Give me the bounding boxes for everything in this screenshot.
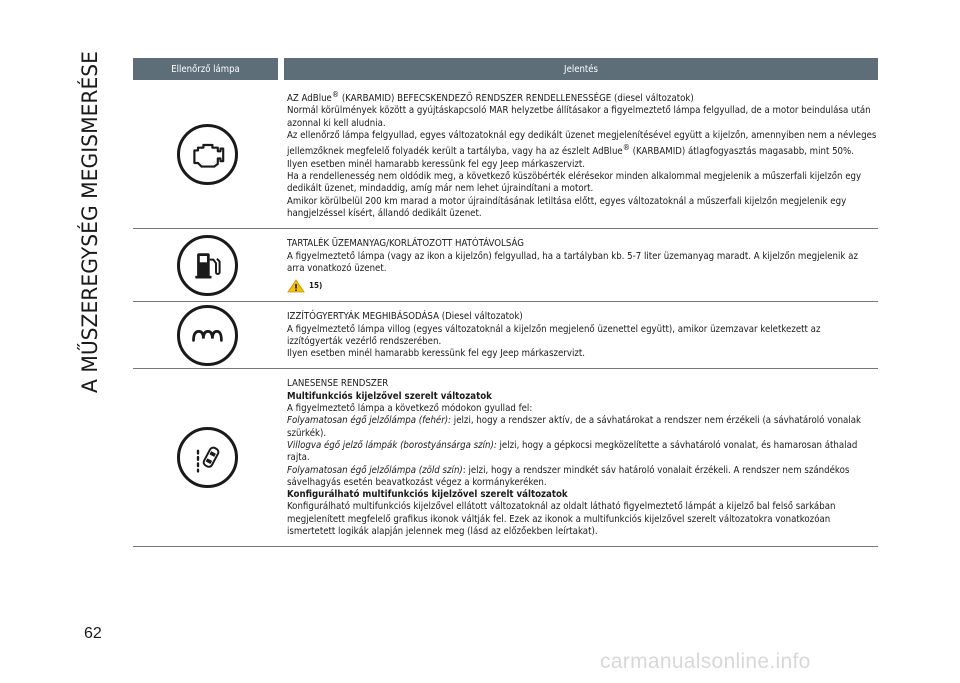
subheading: Multifunkciós kijelzővel szerelt változatok [287,390,492,402]
icon-cell [133,369,281,547]
icon-cell [133,302,281,369]
header-lamp: Ellenőrző lámpa [133,58,281,80]
paragraph: Ha a rendellenesség nem oldódik meg, a következő küszöbérték elérésekor minden alkalommal megjelenik a műszerfali kijelzőn egy dedikált üzenet, mindaddig, amíg már nem lehet újraindítani a motort. [287,171,862,195]
paragraph: A figyelmeztető lámpa a következő módokon gyullad fel: [287,403,533,415]
watermark: carmanualsonline.info [600,650,811,673]
warning-lamp-table [133,58,878,547]
meaning-cell [281,80,878,229]
glow-plug-icon [177,305,238,366]
paragraph: Konfigurálható multifunkciós kijelzővel ellátott változatoknál az oldalt látható figyelmeztető lámpát a kijelző bal felső sarkában megjelenített megfelelő grafikus ikonok váltják fel. Ezek az ikonok a multifunkciós kijelzővel szerelt változatokra vonatkozóan ismertetett logikák alapján jelennek meg (lásd az előzőekben leírtakat). [287,501,836,537]
row-title: TARTALÉK ÜZEMANYAG/KORLÁTOZOTT HATÓTÁVOLSÁG [287,238,524,250]
meaning-cell [281,302,878,369]
table-row [133,229,878,302]
section-title-text: A MŰSZEREGYSÉG MEGISMERÉSE [78,50,103,393]
section-title [66,50,106,395]
engine-icon [177,124,238,185]
paragraph: Amikor körülbelül 200 km marad a motor újraindításának letiltása előtt, egyes változatoknál a műszerfali kijelzőn megjelenik egy hangjelzéssel kísért, állandó dedikált üzenet. [287,195,847,220]
meaning-cell [281,369,878,547]
row-title: LANESENSE RENDSZER [287,378,389,390]
table-row [133,80,878,229]
warning-triangle-icon [287,279,305,293]
row-title: IZZÍTÓGYERTYÁK MEGHIBÁSODÁSA (Diesel változatok) [287,311,523,323]
paragraph: Normál körülmények között a gyújtáskapcsoló MAR helyzetbe állításakor a figyelmeztető lámpa felgyullad, de a motor beindulása után azonnal ki kell aludnia. [287,105,871,129]
paragraph: Az ellenőrző lámpa felgyullad, egyes változatoknál egy dedikált üzenet megjelenítésével együtt a kijelzőn, amennyiben nem a névleges jellemzőknek megfelelő folyadék került a tartályba, vagy ha az észlelt AdBlue® (KARBAMID) átlagfogyasztás magasabb, mint 50%. [287,130,877,158]
paragraph: Villogva égő jelző lámpák (borostyánsárga szín): jelzi, hogy a gépkocsi megközelítette a sávhatároló vonalat, és hamarosan áthalad rajta. [287,439,858,464]
icon-cell [133,229,281,302]
lanesense-icon [177,427,238,488]
header-meaning: Jelentés [281,58,878,80]
fuel-pump-icon [177,235,238,296]
meaning-cell [281,229,878,302]
row-title: AZ AdBlue® (KARBAMID) BEFECSKENDEZŐ RENDSZER RENDELLENESSÉGE (diesel változatok) [287,90,694,105]
page-number: 62 [84,625,102,642]
paragraph: Folyamatosan égő jelzőlámpa (fehér): jelzi, hogy a rendszer aktív, de a sávhatárokat a rendszer nem érzékeli (a sávhatároló vonalak szürkék). [287,415,862,439]
paragraph: Folyamatosan égő jelzőlámpa (zöld szín): jelzi, hogy a rendszer mindkét sáv határoló vonalait érzékeli. A rendszer nem szándékos sávelhagyás esetén beavatkozást végez a kormánykeréken. [287,464,850,488]
table-row [133,302,878,369]
subheading: Konfigurálható multifunkciós kijelzővel szerelt változatok [287,489,568,501]
paragraph: Ilyen esetben minél hamarabb keressünk fel egy Jeep márkaszervizt. [287,158,586,170]
warning-ref-number: 15) [309,281,323,291]
paragraph: Ilyen esetben minél hamarabb keressünk fel egy Jeep márkaszervizt. [287,348,586,360]
icon-cell [133,80,281,229]
paragraph: A figyelmeztető lámpa villog (egyes változatoknál a kijelzőn megjelenő üzenettel együtt), amikor üzemzavar keletkezett az izzítógyerták vezérlő rendszerében. [287,323,821,347]
warning-reference [287,279,878,293]
table-row [133,369,878,547]
paragraph: A figyelmeztető lámpa (vagy az ikon a kijelzőn) felgyullad, ha a tartályban kb. 5-7 liter üzemanyag maradt. A kijelzőn megjelenik az arra vonatkozó üzenet. [287,250,858,274]
